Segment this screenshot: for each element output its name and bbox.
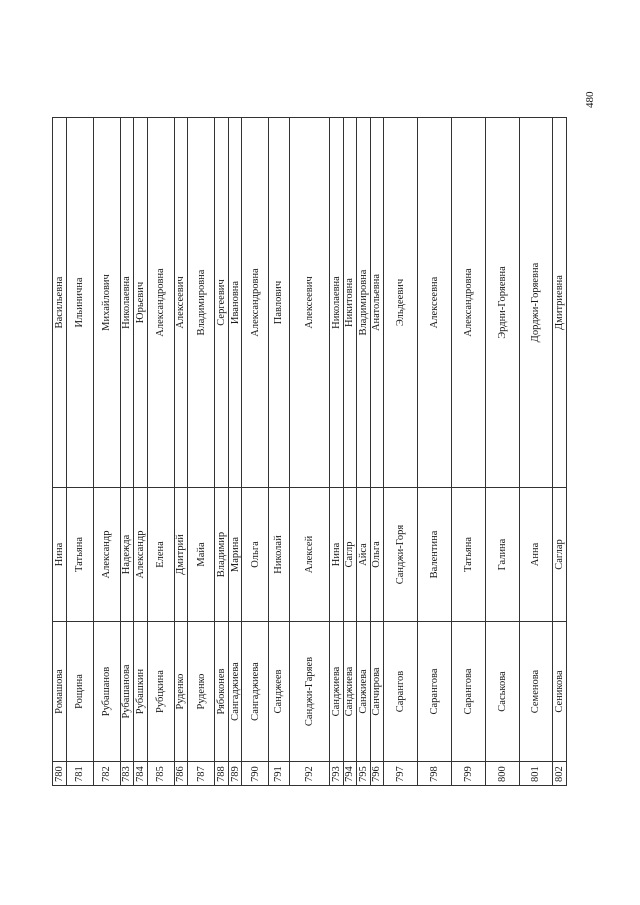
table-row xyxy=(93,118,120,786)
row-patronymic: Владимировна xyxy=(188,118,215,488)
row-patronymic: Ильинична xyxy=(66,118,93,488)
row-number: 793 xyxy=(330,762,344,786)
table-row xyxy=(134,118,148,786)
row-patronymic: Эльдеевич xyxy=(384,118,418,488)
row-surname: Саськова xyxy=(485,622,519,762)
table-row xyxy=(269,118,289,786)
names-table xyxy=(52,117,567,786)
row-surname: Рубашкин xyxy=(134,622,148,762)
row-number: 782 xyxy=(93,762,120,786)
row-number: 780 xyxy=(53,762,67,786)
row-first-name: Анна xyxy=(519,488,553,622)
table-row xyxy=(66,118,93,786)
row-number: 790 xyxy=(242,762,269,786)
row-number: 788 xyxy=(215,762,229,786)
row-patronymic: Николаевна xyxy=(330,118,344,488)
row-surname: Рябоконев xyxy=(215,622,229,762)
row-patronymic: Дмитриевна xyxy=(553,118,567,488)
row-number: 787 xyxy=(188,762,215,786)
row-number: 798 xyxy=(418,762,452,786)
row-patronymic: Владимировна xyxy=(357,118,371,488)
row-first-name: Марина xyxy=(228,488,242,622)
table-row xyxy=(120,118,134,786)
row-number: 792 xyxy=(289,762,330,786)
row-first-name: Дмитрий xyxy=(174,488,188,622)
table-row xyxy=(215,118,229,786)
row-number: 791 xyxy=(269,762,289,786)
row-number: 784 xyxy=(134,762,148,786)
row-number: 801 xyxy=(519,762,553,786)
row-patronymic: Алексеевич xyxy=(174,118,188,488)
row-number: 796 xyxy=(370,762,384,786)
row-surname: Рубцкина xyxy=(147,622,174,762)
row-patronymic: Михайлович xyxy=(93,118,120,488)
table-row xyxy=(174,118,188,786)
row-surname: Рубашанов xyxy=(93,622,120,762)
table-row xyxy=(485,118,519,786)
table-row xyxy=(147,118,174,786)
row-surname: Сарангов xyxy=(384,622,418,762)
row-patronymic: Васильевна xyxy=(53,118,67,488)
row-surname: Ромашова xyxy=(53,622,67,762)
row-patronymic: Алексеевна xyxy=(418,118,452,488)
row-surname: Сеникова xyxy=(553,622,567,762)
row-surname: Санджиева xyxy=(330,622,344,762)
row-patronymic: Анатольевна xyxy=(370,118,384,488)
row-number: 785 xyxy=(147,762,174,786)
row-number: 799 xyxy=(451,762,485,786)
row-first-name: Саглр xyxy=(343,488,357,622)
table-row xyxy=(418,118,452,786)
row-number: 794 xyxy=(343,762,357,786)
row-number: 783 xyxy=(120,762,134,786)
row-surname: Санджиева xyxy=(343,622,357,762)
row-surname: Санчирова xyxy=(370,622,384,762)
row-patronymic: Павлович xyxy=(269,118,289,488)
row-patronymic: Юрьевич xyxy=(134,118,148,488)
table-row xyxy=(242,118,269,786)
row-first-name: Татьяна xyxy=(451,488,485,622)
row-first-name: Александр xyxy=(93,488,120,622)
table-row xyxy=(357,118,371,786)
row-number: 795 xyxy=(357,762,371,786)
row-patronymic: Алексеевич xyxy=(289,118,330,488)
row-surname: Сарангова xyxy=(418,622,452,762)
row-surname: Санджеев xyxy=(269,622,289,762)
table-row xyxy=(188,118,215,786)
row-first-name: Александр xyxy=(134,488,148,622)
row-number: 786 xyxy=(174,762,188,786)
row-first-name: Ольга xyxy=(370,488,384,622)
table-row xyxy=(330,118,344,786)
row-patronymic: Эрдни-Горяевна xyxy=(485,118,519,488)
row-surname: Сангаджиева xyxy=(242,622,269,762)
row-surname: Сарангова xyxy=(451,622,485,762)
row-patronymic: Александровна xyxy=(242,118,269,488)
row-patronymic: Сергеевич xyxy=(215,118,229,488)
row-surname: Семенова xyxy=(519,622,553,762)
row-surname: Рубашанова xyxy=(120,622,134,762)
table-row xyxy=(384,118,418,786)
row-first-name: Валентина xyxy=(418,488,452,622)
row-first-name: Ольга xyxy=(242,488,269,622)
row-number: 789 xyxy=(228,762,242,786)
table-container xyxy=(52,118,566,786)
row-patronymic: Дорджи-Горяевна xyxy=(519,118,553,488)
row-first-name: Елена xyxy=(147,488,174,622)
row-patronymic: Николаевна xyxy=(120,118,134,488)
row-surname: Санжиева xyxy=(357,622,371,762)
row-surname: Рощина xyxy=(66,622,93,762)
row-patronymic: Ивановна xyxy=(228,118,242,488)
table-row xyxy=(53,118,67,786)
table-row xyxy=(370,118,384,786)
row-first-name: Надежда xyxy=(120,488,134,622)
row-number: 800 xyxy=(485,762,519,786)
table-row xyxy=(343,118,357,786)
table-row xyxy=(228,118,242,786)
table-row xyxy=(451,118,485,786)
table-row xyxy=(519,118,553,786)
row-number: 797 xyxy=(384,762,418,786)
row-number: 781 xyxy=(66,762,93,786)
row-surname: Санджи-Гаряев xyxy=(289,622,330,762)
row-first-name: Алексей xyxy=(289,488,330,622)
table-row xyxy=(553,118,567,786)
row-first-name: Николай xyxy=(269,488,289,622)
page-number: 480 xyxy=(584,91,596,108)
row-first-name: Нина xyxy=(53,488,67,622)
row-first-name: Владимир xyxy=(215,488,229,622)
table-row xyxy=(289,118,330,786)
row-patronymic: Никитовна xyxy=(343,118,357,488)
row-first-name: Майа xyxy=(188,488,215,622)
row-surname: Руденко xyxy=(174,622,188,762)
row-first-name: Айса xyxy=(357,488,371,622)
table-body xyxy=(53,118,567,786)
row-number: 802 xyxy=(553,762,567,786)
row-surname: Руденко xyxy=(188,622,215,762)
row-patronymic: Александровна xyxy=(451,118,485,488)
row-surname: Сангаджиева xyxy=(228,622,242,762)
row-patronymic: Александровна xyxy=(147,118,174,488)
row-first-name: Татьяна xyxy=(66,488,93,622)
row-first-name: Нина xyxy=(330,488,344,622)
row-first-name: Саглар xyxy=(553,488,567,622)
row-first-name: Санджи-Горя xyxy=(384,488,418,622)
row-first-name: Галина xyxy=(485,488,519,622)
